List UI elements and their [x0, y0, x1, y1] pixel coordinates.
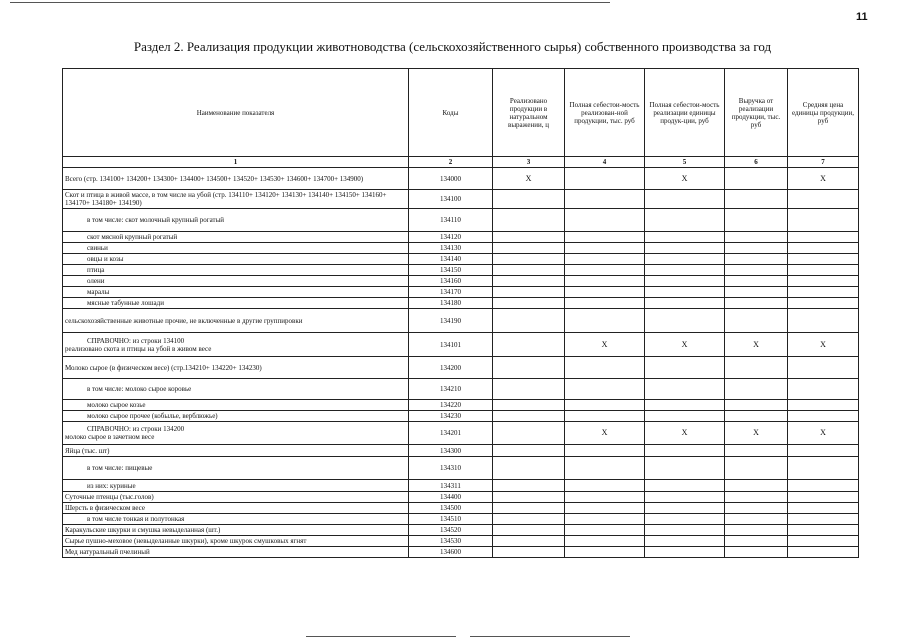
indicator-name-cell [63, 298, 409, 309]
value-cell [493, 190, 565, 209]
table-row [63, 333, 859, 357]
value-cell [725, 168, 788, 190]
table-row [63, 265, 859, 276]
value-cell [788, 232, 859, 243]
value-cell [725, 232, 788, 243]
value-cell [565, 480, 645, 492]
value-cell [645, 536, 725, 547]
indicator-name-cell [63, 357, 409, 379]
indicator-name-cell [63, 254, 409, 265]
value-cell [645, 411, 725, 422]
header-row [63, 69, 859, 157]
value-cell [788, 525, 859, 536]
indicator-name-cell [63, 503, 409, 514]
indicator-name-cell [63, 400, 409, 411]
value-cell [493, 492, 565, 503]
indicator-name: овцы и козы [87, 255, 124, 263]
value-cell [788, 209, 859, 232]
value-cell [645, 457, 725, 480]
value-cell [493, 400, 565, 411]
value-cell: X [645, 333, 725, 357]
indicator-name: в том числе: пищевые [87, 464, 153, 472]
section-title: Раздел 2. Реализация продукции животноводства (сельскохозяйственного сырья) собственного производства за год [133, 39, 772, 54]
value-cell [493, 287, 565, 298]
value-cell [645, 209, 725, 232]
row-code-cell: 134200 [409, 357, 493, 379]
section-2-table [62, 68, 859, 558]
value-cell [493, 503, 565, 514]
indicator-name: молоко сырое козье [87, 401, 146, 409]
value-cell [645, 232, 725, 243]
value-cell [725, 514, 788, 525]
bottom-rule-left [306, 636, 456, 637]
table-row [63, 525, 859, 536]
indicator-name: реализовано скота и птицы на убой в живом весе [65, 344, 212, 353]
indicator-name: в том числе: скот молочный крупный рогатый [87, 216, 225, 224]
value-cell [725, 309, 788, 333]
value-cell [565, 503, 645, 514]
table-body [63, 157, 859, 558]
indicator-name: птица [87, 266, 105, 274]
col-header-full-cost: Полная себестои-мость реализован-ной продукции, тыс. руб [565, 69, 645, 157]
row-code-cell: 134000 [409, 168, 493, 190]
row-code-cell: 134120 [409, 232, 493, 243]
value-cell [645, 287, 725, 298]
column-number: 2 [409, 157, 493, 168]
indicator-name-cell [63, 525, 409, 536]
value-cell [493, 379, 565, 400]
row-code-cell: 134201 [409, 422, 493, 445]
table-row [63, 400, 859, 411]
table-row [63, 243, 859, 254]
row-code-cell: 134400 [409, 492, 493, 503]
value-cell [565, 254, 645, 265]
value-cell [565, 457, 645, 480]
table-row [63, 254, 859, 265]
row-code-cell: 134210 [409, 379, 493, 400]
value-cell [788, 309, 859, 333]
table-row [63, 168, 859, 190]
indicator-name: Яйца (тыс. шт) [65, 446, 110, 455]
column-number: 7 [788, 157, 859, 168]
column-number: 4 [565, 157, 645, 168]
indicator-name-cell [63, 276, 409, 287]
value-cell [645, 379, 725, 400]
row-code-cell: 134600 [409, 547, 493, 558]
indicator-name: в том числе тонкая и полутонкая [87, 515, 185, 523]
value-cell [788, 480, 859, 492]
value-cell [493, 525, 565, 536]
value-cell [493, 514, 565, 525]
table-row [63, 309, 859, 333]
value-cell [725, 445, 788, 457]
value-cell [645, 445, 725, 457]
col-header-revenue: Выручка от реализации продукции, тыс. руб [725, 69, 788, 157]
table-row [63, 298, 859, 309]
row-code-cell: 134160 [409, 276, 493, 287]
value-cell [565, 514, 645, 525]
value-cell [565, 298, 645, 309]
row-code-cell: 134170 [409, 287, 493, 298]
value-cell [645, 357, 725, 379]
value-cell [493, 536, 565, 547]
value-cell [645, 190, 725, 209]
value-cell [565, 287, 645, 298]
value-cell: X [725, 333, 788, 357]
row-code-cell: 134110 [409, 209, 493, 232]
table-row [63, 190, 859, 209]
value-cell [565, 232, 645, 243]
value-cell [565, 357, 645, 379]
table-row [63, 514, 859, 525]
table-row [63, 287, 859, 298]
row-code-cell: 134520 [409, 525, 493, 536]
indicator-name-cell [63, 232, 409, 243]
value-cell [493, 457, 565, 480]
value-cell: X [645, 422, 725, 445]
indicator-name-cell [63, 333, 409, 357]
row-code-cell: 134530 [409, 536, 493, 547]
value-cell [725, 276, 788, 287]
value-cell [565, 547, 645, 558]
value-cell [645, 254, 725, 265]
value-cell [788, 445, 859, 457]
value-cell [493, 411, 565, 422]
value-cell [645, 298, 725, 309]
indicator-name-cell [63, 190, 409, 209]
value-cell [493, 480, 565, 492]
reference-heading: СПРАВОЧНО: из строки 134200 [87, 425, 185, 433]
value-cell [645, 400, 725, 411]
value-cell [645, 265, 725, 276]
table-row [63, 232, 859, 243]
table-row [63, 536, 859, 547]
indicator-name: в том числе: молоко сырое коровье [87, 385, 192, 393]
value-cell [565, 243, 645, 254]
value-cell [788, 547, 859, 558]
value-cell [788, 190, 859, 209]
value-cell [725, 411, 788, 422]
row-code-cell: 134190 [409, 309, 493, 333]
value-cell [493, 357, 565, 379]
value-cell [565, 265, 645, 276]
value-cell [788, 357, 859, 379]
value-cell [788, 379, 859, 400]
indicator-name-cell [63, 379, 409, 400]
indicator-name: Мед натуральный пчелиный [65, 548, 150, 556]
value-cell [725, 379, 788, 400]
value-cell [493, 276, 565, 287]
value-cell [788, 503, 859, 514]
value-cell [493, 232, 565, 243]
indicator-name: Сырье пушно-меховое (невыделанные шкурки), кроме шкурок смушковых ягнят [65, 537, 307, 545]
indicator-name-cell [63, 265, 409, 276]
indicator-name-cell [63, 547, 409, 558]
indicator-name: Шерсть в физическом весе [65, 504, 145, 512]
value-cell [565, 209, 645, 232]
row-code-cell: 134140 [409, 254, 493, 265]
value-cell [645, 503, 725, 514]
value-cell [493, 422, 565, 445]
table-row [63, 411, 859, 422]
value-cell [493, 298, 565, 309]
table-row [63, 480, 859, 492]
column-number: 3 [493, 157, 565, 168]
value-cell: X [565, 422, 645, 445]
value-cell [493, 209, 565, 232]
row-code-cell: 134130 [409, 243, 493, 254]
value-cell [788, 243, 859, 254]
value-cell [565, 445, 645, 457]
indicator-name: маралы [87, 288, 110, 296]
page-number: 11 [856, 11, 868, 23]
value-cell [493, 254, 565, 265]
col-header-unit-cost: Полная себестои-мость реализации единицы продук-ции, руб [645, 69, 725, 157]
indicator-name-cell [63, 287, 409, 298]
column-number: 1 [63, 157, 409, 168]
value-cell [725, 357, 788, 379]
value-cell [788, 265, 859, 276]
value-cell [788, 492, 859, 503]
value-cell [788, 276, 859, 287]
value-cell [788, 298, 859, 309]
value-cell [725, 298, 788, 309]
value-cell [493, 243, 565, 254]
value-cell [725, 525, 788, 536]
value-cell [725, 190, 788, 209]
indicator-name: из них: куриные [87, 481, 136, 490]
value-cell [725, 457, 788, 480]
value-cell [565, 276, 645, 287]
indicator-name-cell [63, 457, 409, 480]
row-code-cell: 134300 [409, 445, 493, 457]
row-code-cell: 134311 [409, 480, 493, 492]
value-cell [645, 243, 725, 254]
value-cell [725, 480, 788, 492]
value-cell [725, 287, 788, 298]
table-row [63, 547, 859, 558]
value-cell: X [645, 168, 725, 190]
table-row [63, 503, 859, 514]
value-cell [565, 492, 645, 503]
top-rule [10, 2, 610, 3]
value-cell: X [493, 168, 565, 190]
value-cell [725, 400, 788, 411]
value-cell [645, 514, 725, 525]
indicator-name-cell [63, 480, 409, 492]
reference-heading: СПРАВОЧНО: из строки 134100 [87, 336, 185, 345]
indicator-name-cell [63, 536, 409, 547]
value-cell: X [565, 333, 645, 357]
table-row [63, 422, 859, 445]
indicator-name-cell [63, 243, 409, 254]
indicator-name: Всего (стр. 134100+ 134200+ 134300+ 134400+ 134500+ 134520+ 134530+ 134600+ 134700+ 134900) [65, 174, 364, 183]
value-cell [565, 411, 645, 422]
value-cell [565, 190, 645, 209]
indicator-name: молоко сырое в зачетном весе [65, 433, 155, 441]
row-code-cell: 134510 [409, 514, 493, 525]
value-cell [493, 333, 565, 357]
bottom-rule-right [470, 636, 630, 637]
value-cell [725, 243, 788, 254]
indicator-name: свиньи [87, 244, 108, 252]
value-cell [565, 536, 645, 547]
value-cell [565, 168, 645, 190]
col-header-sold-quantity: Реализовано продукции в натуральном выражении, ц [493, 69, 565, 157]
col-header-avg-price: Средняя цена единицы продукции, руб [788, 69, 859, 157]
column-number: 6 [725, 157, 788, 168]
row-code-cell: 134220 [409, 400, 493, 411]
value-cell [493, 445, 565, 457]
table-row [63, 457, 859, 480]
value-cell [645, 492, 725, 503]
value-cell [725, 265, 788, 276]
column-number: 5 [645, 157, 725, 168]
indicator-name-cell [63, 168, 409, 190]
value-cell: X [725, 422, 788, 445]
value-cell [788, 514, 859, 525]
table-row [63, 379, 859, 400]
value-cell [493, 265, 565, 276]
value-cell [645, 547, 725, 558]
indicator-name-cell [63, 422, 409, 445]
value-cell [493, 547, 565, 558]
indicator-name: сельскохозяйственные животные прочие, не включенные в другие группировки [65, 316, 303, 325]
value-cell [725, 536, 788, 547]
value-cell [725, 209, 788, 232]
value-cell [493, 309, 565, 333]
indicator-name: Молоко сырое (в физическом весе) (стр.134210+ 134220+ 134230) [65, 363, 262, 372]
row-code-cell: 134230 [409, 411, 493, 422]
value-cell [725, 503, 788, 514]
indicator-name-cell [63, 445, 409, 457]
value-cell: X [788, 333, 859, 357]
value-cell [565, 525, 645, 536]
value-cell [645, 525, 725, 536]
value-cell [788, 536, 859, 547]
indicator-name: Скот и птица в живой массе, в том числе на убой (стр. 134110+ 134120+ 134130+ 134140+ 134150+ 134160+ 134170+ 134180+ 134190) [65, 191, 387, 207]
value-cell [565, 309, 645, 333]
row-code-cell: 134500 [409, 503, 493, 514]
table-row [63, 357, 859, 379]
table-row [63, 492, 859, 503]
row-code-cell: 134180 [409, 298, 493, 309]
row-code-cell: 134310 [409, 457, 493, 480]
value-cell: X [788, 422, 859, 445]
indicator-name-cell [63, 492, 409, 503]
value-cell [788, 411, 859, 422]
value-cell [788, 400, 859, 411]
value-cell [788, 254, 859, 265]
indicator-name: Каракульские шкурки и смушка невыделанная (шт.) [65, 526, 221, 534]
indicator-name: Суточные птенцы (тыс.голов) [65, 493, 154, 501]
table-row [63, 445, 859, 457]
value-cell [565, 400, 645, 411]
value-cell: X [788, 168, 859, 190]
indicator-name-cell [63, 309, 409, 333]
row-code-cell: 134100 [409, 190, 493, 209]
value-cell [645, 480, 725, 492]
indicator-name: олени [87, 277, 105, 285]
table-row [63, 209, 859, 232]
indicator-name-cell [63, 411, 409, 422]
value-cell [788, 457, 859, 480]
row-code-cell: 134101 [409, 333, 493, 357]
row-code-cell: 134150 [409, 265, 493, 276]
col-header-code: Коды [409, 69, 493, 157]
value-cell [788, 287, 859, 298]
indicator-name: мясные табунные лошади [87, 299, 164, 307]
indicator-name: скот мясной крупный рогатый [87, 233, 178, 241]
value-cell [725, 254, 788, 265]
indicator-name-cell [63, 209, 409, 232]
value-cell [645, 309, 725, 333]
column-number-row [63, 157, 859, 168]
value-cell [645, 276, 725, 287]
value-cell [565, 379, 645, 400]
value-cell [725, 492, 788, 503]
value-cell [725, 547, 788, 558]
table-row [63, 276, 859, 287]
col-header-name: Наименование показателя [63, 69, 409, 157]
indicator-name-cell [63, 514, 409, 525]
indicator-name: молоко сырое прочее (кобылье, верблюжье) [87, 412, 218, 420]
